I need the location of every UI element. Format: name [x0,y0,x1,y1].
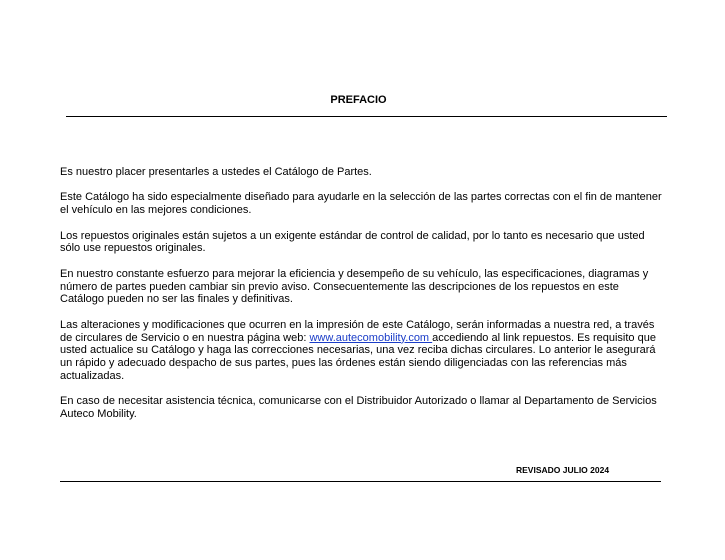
page-title: PREFACIO [330,94,387,106]
preface-body [60,166,664,434]
bottom-divider [60,481,661,482]
paragraph-updates-start: Las alteraciones y modificaciones que ocurren en la impresión de este Catálogo, serán informadas a nuestra red, a través de circulares de Servicio o en nuestra página web: [60,318,655,344]
paragraph-updates-end: accediendo al link repuestos. Es requisito que usted actualice su Catálogo y haga las correcciones necesarias, una vez reciba dichas circulares. Lo anterior le asegurará un rápido y adecuado despacho de sus partes, pues las órdenes están siendo diligenciadas con las referencias más actualizadas. [60,331,656,382]
revision-date: REVISADO JULIO 2024 [516,465,610,475]
paragraph-updates [60,319,664,383]
paragraph-original-parts: Los repuestos originales están sujetos a un exigente estándar de control de calidad, por lo tanto es necesario que usted sólo use repuestos originales. [60,229,645,255]
paragraph-catalog-purpose: Este Catálogo ha sido especialmente diseñado para ayudarle en la selección de las partes correctas con el fin de mantener el vehículo en las mejores condiciones. [60,191,662,217]
top-divider [66,116,667,117]
paragraph-intro: Es nuestro placer presentarles a ustedes el Catálogo de Partes. [60,166,372,178]
paragraph-support: En caso de necesitar asistencia técnica, comunicarse con el Distribuidor Autorizado o llamar al Departamento de Servicios Auteco Mobility. [60,395,657,421]
paragraph-changes-notice: En nuestro constante esfuerzo para mejorar la eficiencia y desempeño de su vehículo, las especificaciones, diagramas y número de partes pueden cambiar sin previo aviso. Consecuentemente las descripciones de los repuestos en este Catálogo pueden no ser las finales y definitivas. [60,267,649,306]
website-link[interactable]: www.autecomobility.com [309,331,433,344]
